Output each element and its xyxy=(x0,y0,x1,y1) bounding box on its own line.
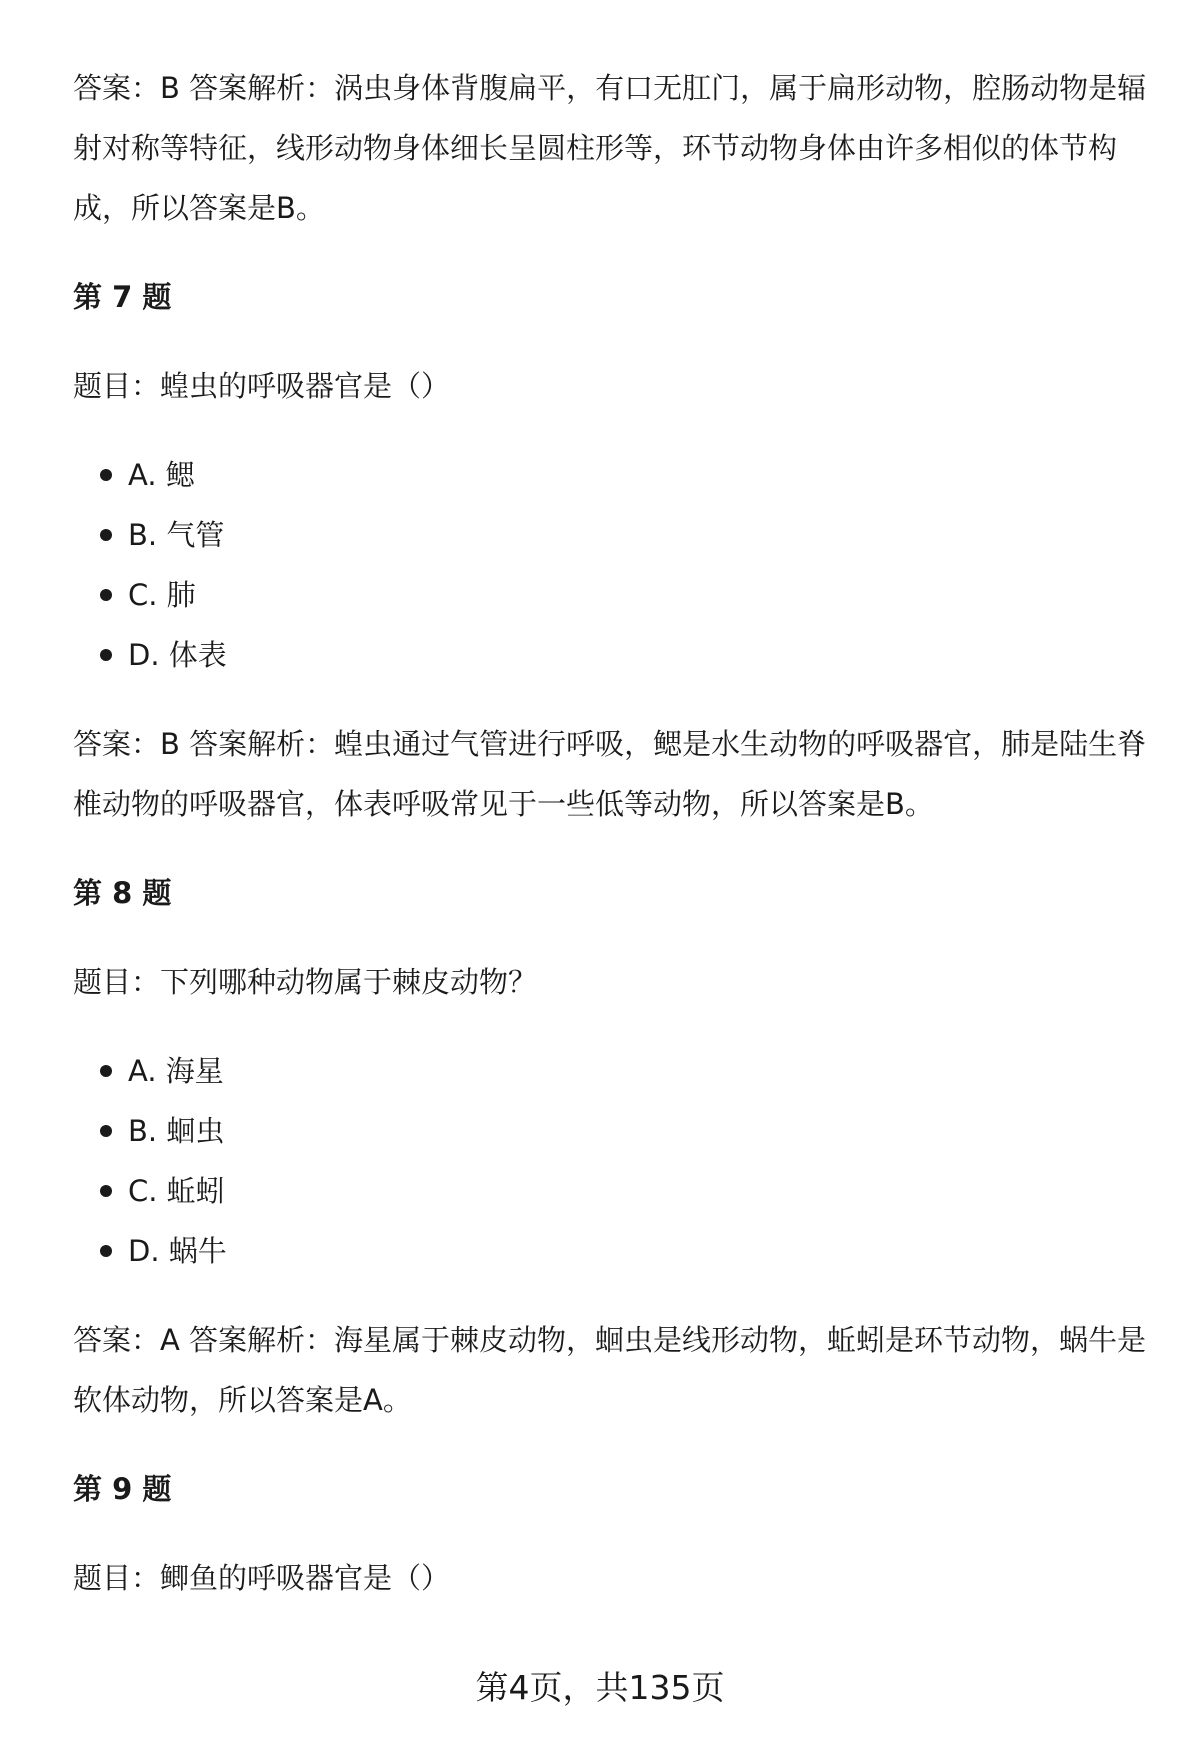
question-heading-9: 第 9 题 xyxy=(73,1472,172,1506)
bullet-icon xyxy=(100,589,112,601)
option-item: D. 体表 xyxy=(73,625,1153,685)
page-number-footer: 第4页，共135页 xyxy=(475,1668,725,1707)
option-item: C. 肺 xyxy=(73,565,1153,625)
bullet-icon xyxy=(100,1245,112,1257)
option-item: B. 蛔虫 xyxy=(73,1101,1153,1161)
bullet-icon xyxy=(100,1185,112,1197)
option-item: B. 气管 xyxy=(73,505,1153,565)
document-page xyxy=(73,58,1153,1608)
option-item: A. 海星 xyxy=(73,1041,1153,1101)
option-item: D. 蜗牛 xyxy=(73,1221,1153,1281)
bullet-icon xyxy=(100,469,112,481)
question-text-8: 题目：下列哪种动物属于棘皮动物？ xyxy=(73,965,538,999)
bullet-icon xyxy=(100,1065,112,1077)
question-text-9: 题目：鲫鱼的呼吸器官是（） xyxy=(73,1561,451,1595)
answer-paragraph-q8: 答案：A 答案解析：海星属于棘皮动物，蛔虫是线形动物，蚯蚓是环节动物，蜗牛是软体动物，所以答案是A。 xyxy=(73,1323,1147,1417)
bullet-icon xyxy=(100,649,112,661)
options-list-8 xyxy=(73,1041,1153,1281)
answer-paragraph-q6: 答案：B 答案解析：涡虫身体背腹扁平，有口无肛门，属于扁形动物，腔肠动物是辐射对称等特征，线形动物身体细长呈圆柱形等，环节动物身体由许多相似的体节构成，所以答案是B。 xyxy=(73,71,1147,225)
question-heading-7: 第 7 题 xyxy=(73,280,172,314)
option-item: C. 蚯蚓 xyxy=(73,1161,1153,1221)
answer-paragraph-q7: 答案：B 答案解析：蝗虫通过气管进行呼吸，鳃是水生动物的呼吸器官，肺是陆生脊椎动物的呼吸器官，体表呼吸常见于一些低等动物，所以答案是B。 xyxy=(73,727,1147,821)
bullet-icon xyxy=(100,1125,112,1137)
bullet-icon xyxy=(100,529,112,541)
options-list-7 xyxy=(73,445,1153,685)
question-text-7: 题目：蝗虫的呼吸器官是（） xyxy=(73,369,451,403)
option-item: A. 鳃 xyxy=(73,445,1153,505)
question-heading-8: 第 8 题 xyxy=(73,876,172,910)
